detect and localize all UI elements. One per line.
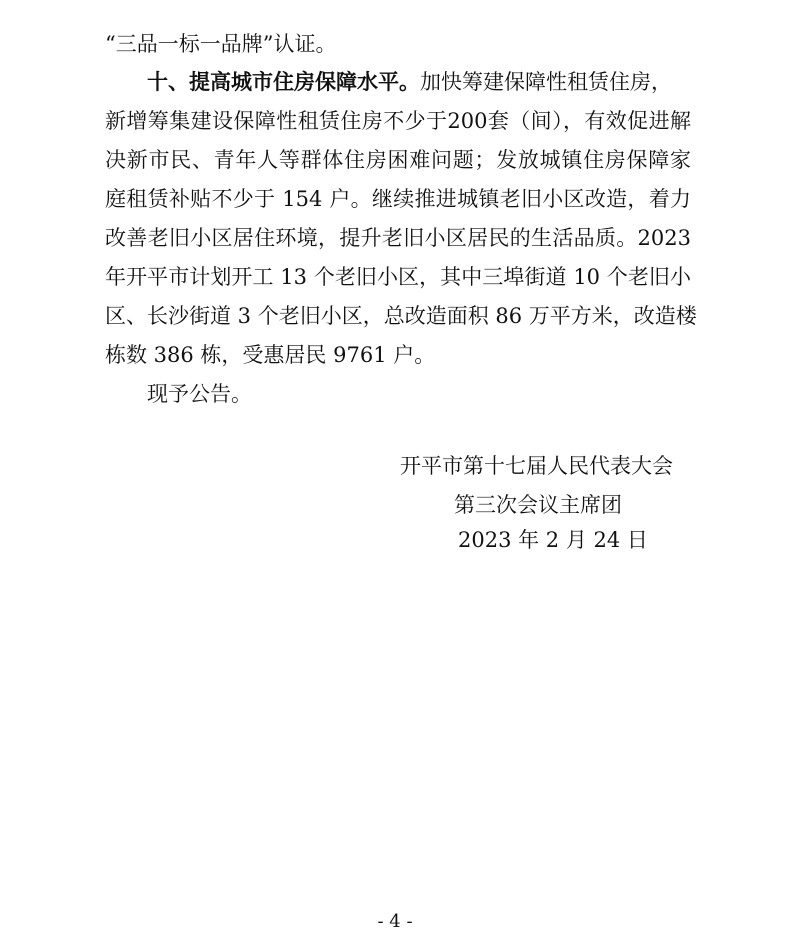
section10-heading: 十、提高城市住房保障水平。 — [147, 69, 420, 94]
closing-text: 现予公告。 — [147, 382, 252, 406]
section10-line-6: 年开平市计划开工 13 个老旧小区，其中三埠街道 10 个老旧小 — [105, 265, 691, 289]
section10-line-5: 改善老旧小区居住环境，提升老旧小区居民的生活品质。2023 — [105, 226, 691, 250]
section10-line1-rest: 加快筹建保障性租赁住房， — [420, 70, 672, 94]
section10-line-2: 新增筹集建设保障性租赁住房不少于200套（间），有效促进解 — [105, 109, 691, 133]
section10-line-1 — [147, 68, 691, 96]
page-number: - 4 - — [377, 911, 413, 932]
top-fragment-line: “三品一标一品牌”认证。 — [105, 32, 337, 56]
section10-line-4: 庭租赁补贴不少于 154 户。继续推进城镇老旧小区改造，着力 — [105, 187, 691, 211]
signature-date: 2023 年 2 月 24 日 — [458, 528, 648, 552]
signature-org: 开平市第十七届人民代表大会 — [400, 454, 673, 478]
section10-line-7: 区、长沙街道 3 个老旧小区，总改造面积 86 万平方米，改造楼 — [105, 304, 697, 328]
section10-line-3: 决新市民、青年人等群体住房困难问题；发放城镇住房保障家 — [105, 148, 691, 172]
signature-body: 第三次会议主席团 — [454, 493, 622, 517]
section10-line-8: 栋数 386 栋，受惠居民 9761 户。 — [105, 343, 436, 367]
